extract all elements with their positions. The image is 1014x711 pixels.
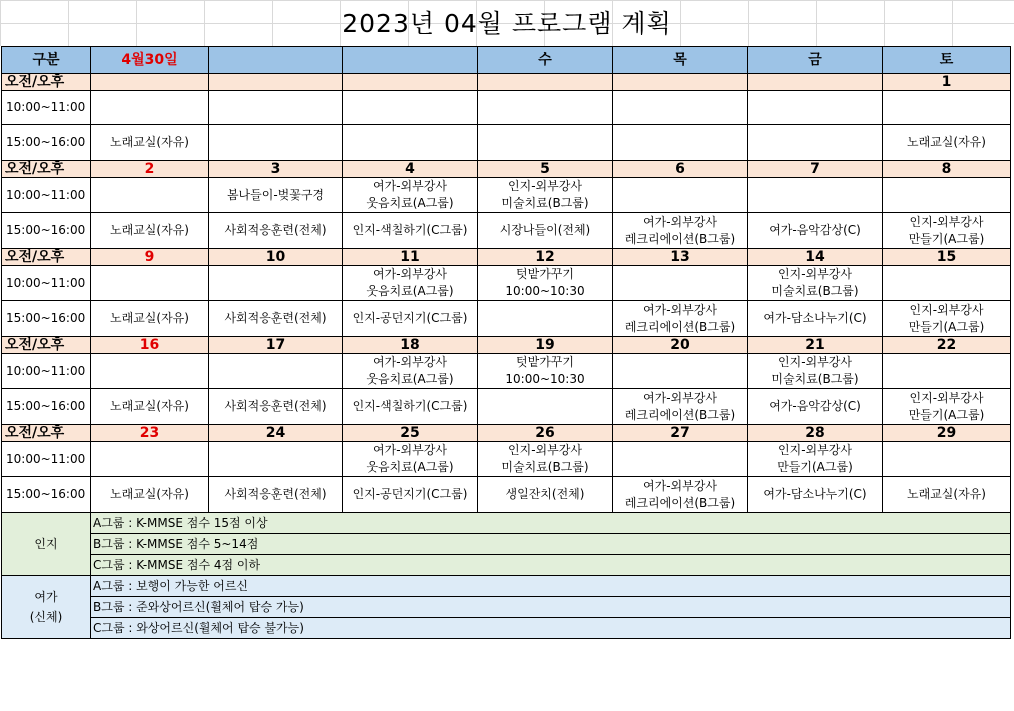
week-label-cell[interactable]: 오전/오후 bbox=[2, 249, 91, 266]
date-cell[interactable]: 12 bbox=[478, 249, 613, 266]
am-row bbox=[2, 442, 1011, 477]
date-cell[interactable] bbox=[209, 74, 343, 91]
program-cell[interactable]: 여가-외부강사 웃음치료(A그룹) bbox=[343, 178, 478, 213]
date-cell[interactable]: 26 bbox=[478, 425, 613, 442]
program-cell[interactable]: 여가-담소나누기(C) bbox=[748, 301, 883, 337]
date-cell[interactable]: 2 bbox=[91, 161, 209, 178]
program-cell[interactable] bbox=[343, 91, 478, 125]
program-cell[interactable]: 여가-음악감상(C) bbox=[748, 389, 883, 425]
week-label-cell[interactable]: 오전/오후 bbox=[2, 161, 91, 178]
legend-item-cell[interactable]: A그룹 : K-MMSE 점수 15점 이상 bbox=[91, 513, 1011, 534]
pm-row bbox=[2, 213, 1011, 249]
program-cell[interactable] bbox=[883, 266, 1011, 301]
program-cell[interactable] bbox=[748, 178, 883, 213]
date-cell[interactable]: 5 bbox=[478, 161, 613, 178]
program-cell[interactable]: 인지-외부강사 미술치료(B그룹) bbox=[478, 178, 613, 213]
date-cell[interactable]: 7 bbox=[748, 161, 883, 178]
date-cell[interactable] bbox=[343, 74, 478, 91]
program-cell[interactable]: 노래교실(자유) bbox=[91, 389, 209, 425]
date-cell[interactable]: 23 bbox=[91, 425, 209, 442]
pm-time-cell[interactable]: 15:00~16:00 bbox=[2, 389, 91, 425]
am-time-cell[interactable]: 10:00~11:00 bbox=[2, 266, 91, 301]
legend-row bbox=[2, 534, 1011, 555]
program-cell[interactable]: 인지-외부강사 만들기(A그룹) bbox=[883, 389, 1011, 425]
date-cell[interactable]: 19 bbox=[478, 337, 613, 354]
program-cell[interactable] bbox=[343, 125, 478, 161]
program-cell[interactable] bbox=[91, 266, 209, 301]
program-cell[interactable] bbox=[613, 125, 748, 161]
date-cell[interactable]: 16 bbox=[91, 337, 209, 354]
program-cell[interactable]: 노래교실(자유) bbox=[91, 213, 209, 249]
date-cell[interactable]: 22 bbox=[883, 337, 1011, 354]
date-cell[interactable]: 14 bbox=[748, 249, 883, 266]
program-cell[interactable] bbox=[478, 389, 613, 425]
week-label-cell[interactable]: 오전/오후 bbox=[2, 337, 91, 354]
program-cell[interactable]: 노래교실(자유) bbox=[883, 477, 1011, 513]
legend-row bbox=[2, 618, 1011, 639]
legend-item-cell[interactable]: C그룹 : K-MMSE 점수 4점 이하 bbox=[91, 555, 1011, 576]
header-day-cell[interactable]: 금 bbox=[748, 47, 883, 74]
date-cell[interactable] bbox=[613, 74, 748, 91]
program-cell[interactable]: 여가-담소나누기(C) bbox=[748, 477, 883, 513]
week-label-cell[interactable]: 오전/오후 bbox=[2, 425, 91, 442]
program-cell[interactable]: 텃밭가꾸기 10:00~10:30 bbox=[478, 354, 613, 389]
program-cell[interactable]: 인지-공던지기(C그룹) bbox=[343, 477, 478, 513]
program-cell[interactable]: 여가-음악감상(C) bbox=[748, 213, 883, 249]
date-cell[interactable] bbox=[91, 74, 209, 91]
program-cell[interactable] bbox=[478, 91, 613, 125]
program-cell[interactable]: 인지-색칠하기(C그룹) bbox=[343, 389, 478, 425]
program-cell[interactable]: 여가-외부강사 웃음치료(A그룹) bbox=[343, 266, 478, 301]
program-cell[interactable]: 봄나들이-벚꽃구경 bbox=[209, 178, 343, 213]
program-cell[interactable]: 여가-외부강사 레크리에이션(B그룹) bbox=[613, 389, 748, 425]
program-cell[interactable] bbox=[613, 178, 748, 213]
program-cell[interactable] bbox=[613, 91, 748, 125]
program-cell[interactable] bbox=[209, 442, 343, 477]
program-cell[interactable]: 여가-외부강사 레크리에이션(B그룹) bbox=[613, 301, 748, 337]
date-cell[interactable]: 9 bbox=[91, 249, 209, 266]
program-cell[interactable] bbox=[613, 442, 748, 477]
legend-item-cell[interactable]: B그룹 : 준와상어르신(휠체어 탑승 가능) bbox=[91, 597, 1011, 618]
program-cell[interactable]: 인지-외부강사 만들기(A그룹) bbox=[883, 213, 1011, 249]
header-day-cell[interactable]: 토 bbox=[883, 47, 1011, 74]
date-cell[interactable]: 10 bbox=[209, 249, 343, 266]
week-date-row bbox=[2, 161, 1011, 178]
date-cell[interactable]: 18 bbox=[343, 337, 478, 354]
pm-row bbox=[2, 477, 1011, 513]
legend-row bbox=[2, 597, 1011, 618]
date-cell[interactable]: 3 bbox=[209, 161, 343, 178]
date-cell[interactable]: 25 bbox=[343, 425, 478, 442]
program-cell[interactable]: 인지-외부강사 미술치료(B그룹) bbox=[478, 442, 613, 477]
program-cell[interactable] bbox=[883, 91, 1011, 125]
program-cell[interactable] bbox=[91, 354, 209, 389]
program-cell[interactable] bbox=[478, 301, 613, 337]
week-date-row bbox=[2, 337, 1011, 354]
am-row bbox=[2, 266, 1011, 301]
date-cell[interactable]: 6 bbox=[613, 161, 748, 178]
header-day-cell[interactable] bbox=[209, 47, 343, 74]
date-cell[interactable]: 24 bbox=[209, 425, 343, 442]
pm-time-cell[interactable]: 15:00~16:00 bbox=[2, 477, 91, 513]
pm-time-cell[interactable]: 15:00~16:00 bbox=[2, 301, 91, 337]
date-cell[interactable]: 28 bbox=[748, 425, 883, 442]
week-date-row bbox=[2, 249, 1011, 266]
date-cell[interactable] bbox=[748, 74, 883, 91]
week-date-row bbox=[2, 425, 1011, 442]
program-cell[interactable]: 텃밭가꾸기 10:00~10:30 bbox=[478, 266, 613, 301]
program-cell[interactable]: 인지-외부강사 미술치료(B그룹) bbox=[748, 354, 883, 389]
week-date-row bbox=[2, 74, 1011, 91]
legend-category-cell[interactable]: 여가 (신체) bbox=[2, 576, 91, 639]
date-cell[interactable]: 4 bbox=[343, 161, 478, 178]
page-title: 2023년 04월 프로그램 계획 bbox=[342, 9, 672, 38]
pm-time-cell[interactable]: 15:00~16:00 bbox=[2, 213, 91, 249]
program-cell[interactable]: 여가-외부강사 레크리에이션(B그룹) bbox=[613, 213, 748, 249]
date-cell[interactable]: 29 bbox=[883, 425, 1011, 442]
legend-item-cell[interactable]: A그룹 : 보행이 가능한 어르신 bbox=[91, 576, 1011, 597]
program-cell[interactable]: 인지-외부강사 만들기(A그룹) bbox=[883, 301, 1011, 337]
date-cell[interactable]: 13 bbox=[613, 249, 748, 266]
header-label-cell[interactable]: 구분 bbox=[2, 47, 91, 74]
program-cell[interactable] bbox=[748, 125, 883, 161]
legend-row bbox=[2, 576, 1011, 597]
date-cell[interactable]: 11 bbox=[343, 249, 478, 266]
program-cell[interactable]: 여가-외부강사 레크리에이션(B그룹) bbox=[613, 477, 748, 513]
program-cell[interactable] bbox=[209, 266, 343, 301]
pm-row bbox=[2, 125, 1011, 161]
pm-time-cell[interactable]: 15:00~16:00 bbox=[2, 125, 91, 161]
pm-row bbox=[2, 389, 1011, 425]
program-cell[interactable]: 사회적응훈련(전체) bbox=[209, 389, 343, 425]
am-row bbox=[2, 91, 1011, 125]
legend-category-cell[interactable]: 인지 bbox=[2, 513, 91, 576]
program-cell[interactable] bbox=[209, 354, 343, 389]
date-cell[interactable]: 27 bbox=[613, 425, 748, 442]
program-cell[interactable] bbox=[613, 354, 748, 389]
header-day-cell[interactable] bbox=[343, 47, 478, 74]
program-cell[interactable]: 시장나들이(전체) bbox=[478, 213, 613, 249]
date-cell[interactable] bbox=[478, 74, 613, 91]
date-cell[interactable]: 20 bbox=[613, 337, 748, 354]
pm-row bbox=[2, 301, 1011, 337]
program-cell[interactable]: 노래교실(자유) bbox=[91, 477, 209, 513]
program-cell[interactable]: 노래교실(자유) bbox=[91, 125, 209, 161]
am-time-cell[interactable]: 10:00~11:00 bbox=[2, 91, 91, 125]
program-cell[interactable] bbox=[209, 91, 343, 125]
program-cell[interactable]: 인지-외부강사 만들기(A그룹) bbox=[748, 442, 883, 477]
am-time-cell[interactable]: 10:00~11:00 bbox=[2, 442, 91, 477]
program-cell[interactable] bbox=[883, 178, 1011, 213]
program-cell[interactable] bbox=[883, 442, 1011, 477]
header-row bbox=[2, 47, 1011, 74]
program-cell[interactable]: 여가-외부강사 웃음치료(A그룹) bbox=[343, 442, 478, 477]
program-cell[interactable] bbox=[91, 442, 209, 477]
program-cell[interactable] bbox=[883, 354, 1011, 389]
program-cell[interactable]: 인지-공던지기(C그룹) bbox=[343, 301, 478, 337]
program-cell[interactable]: 사회적응훈련(전체) bbox=[209, 301, 343, 337]
program-cell[interactable] bbox=[748, 91, 883, 125]
legend-item-cell[interactable]: C그룹 : 와상어르신(휠체어 탑승 불가능) bbox=[91, 618, 1011, 639]
program-cell[interactable] bbox=[91, 91, 209, 125]
legend-row bbox=[2, 513, 1011, 534]
header-day-cell[interactable]: 수 bbox=[478, 47, 613, 74]
program-cell[interactable] bbox=[478, 125, 613, 161]
date-cell[interactable]: 1 bbox=[883, 74, 1011, 91]
schedule-table bbox=[1, 46, 1011, 639]
am-row bbox=[2, 178, 1011, 213]
program-cell[interactable]: 여가-외부강사 웃음치료(A그룹) bbox=[343, 354, 478, 389]
header-day-cell[interactable]: 4월30일 bbox=[91, 47, 209, 74]
program-cell[interactable] bbox=[91, 178, 209, 213]
program-cell[interactable]: 인지-외부강사 미술치료(B그룹) bbox=[748, 266, 883, 301]
date-cell[interactable]: 15 bbox=[883, 249, 1011, 266]
date-cell[interactable]: 17 bbox=[209, 337, 343, 354]
program-cell[interactable] bbox=[613, 266, 748, 301]
program-cell[interactable]: 인지-색칠하기(C그룹) bbox=[343, 213, 478, 249]
header-day-cell[interactable]: 목 bbox=[613, 47, 748, 74]
am-row bbox=[2, 354, 1011, 389]
am-time-cell[interactable]: 10:00~11:00 bbox=[2, 354, 91, 389]
program-cell[interactable] bbox=[209, 125, 343, 161]
program-cell[interactable]: 노래교실(자유) bbox=[91, 301, 209, 337]
week-label-cell[interactable]: 오전/오후 bbox=[2, 74, 91, 91]
program-cell[interactable]: 사회적응훈련(전체) bbox=[209, 477, 343, 513]
legend-item-cell[interactable]: B그룹 : K-MMSE 점수 5~14점 bbox=[91, 534, 1011, 555]
program-cell[interactable]: 사회적응훈련(전체) bbox=[209, 213, 343, 249]
date-cell[interactable]: 8 bbox=[883, 161, 1011, 178]
program-cell[interactable]: 노래교실(자유) bbox=[883, 125, 1011, 161]
am-time-cell[interactable]: 10:00~11:00 bbox=[2, 178, 91, 213]
date-cell[interactable]: 21 bbox=[748, 337, 883, 354]
program-cell[interactable]: 생일잔치(전체) bbox=[478, 477, 613, 513]
legend-row bbox=[2, 555, 1011, 576]
